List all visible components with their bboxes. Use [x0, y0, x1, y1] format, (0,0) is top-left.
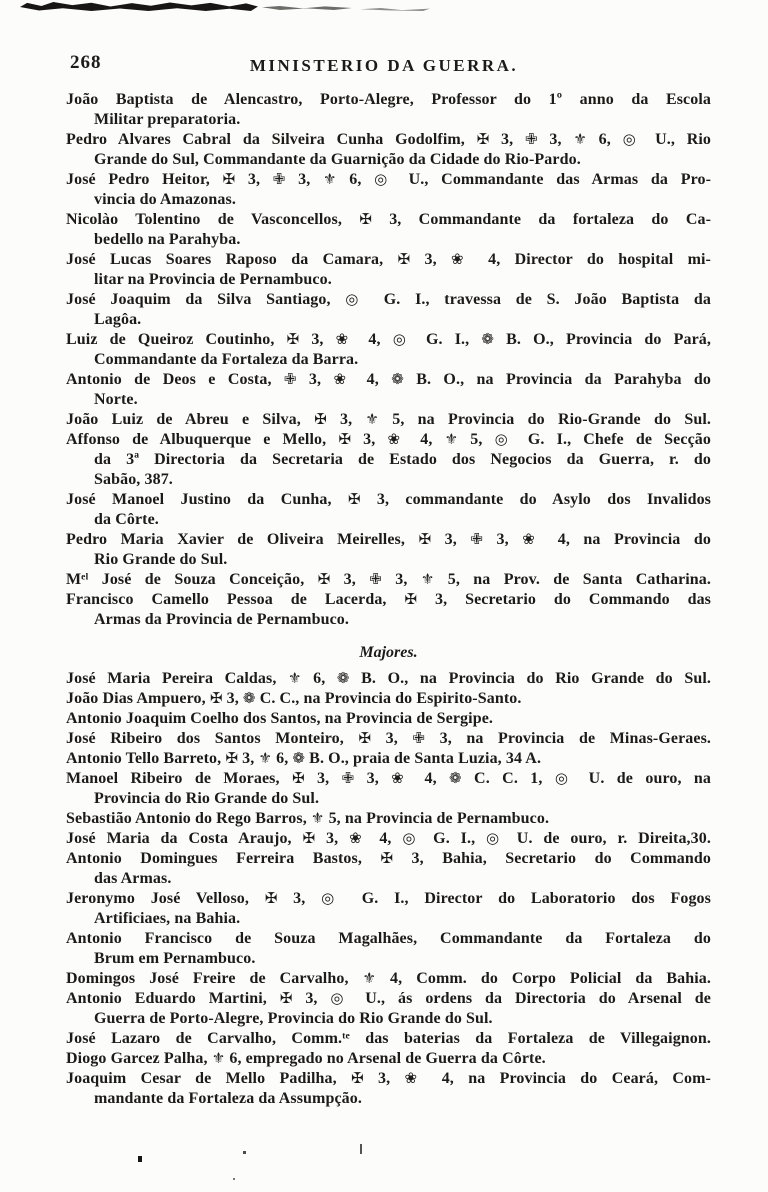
rose-medal-icon: ❀	[349, 829, 369, 847]
entry-line: Nicolào Tolentino de Vasconcellos, ✠ 3, Commandante da fortaleza do Ca-	[66, 210, 712, 228]
aviz-cross-icon: ✠	[347, 490, 361, 508]
crowned-medal-icon: ⚜	[444, 430, 459, 448]
list-item	[66, 530, 711, 570]
entry-line: Joaquim Cesar de Mello Padilha, ✠ 3, ❀ 4, na Provincia do Ceará, Com-	[66, 1069, 711, 1087]
aviz-cross-icon: ✠	[359, 210, 372, 228]
list-item	[66, 969, 711, 989]
list-item	[66, 849, 711, 889]
list-item	[66, 689, 711, 709]
entry-line: Pedro Alvares Cabral da Silveira Cunha Godolfim, ✠ 3, ✙ 3, ⚜ 6, ◎ U., Rio	[66, 130, 712, 148]
section-heading: Majores.	[359, 644, 418, 661]
entry-line: Jeronymo José Velloso, ✠ 3, ◎ G. I., Director do Laboratorio dos Fogos	[66, 889, 711, 907]
aviz-cross-icon: ✠	[317, 570, 331, 588]
entry-line: José Lucas Soares Raposo da Camara, ✠ 3, ❀ 4, Director do hospital mi-	[66, 250, 711, 268]
scan-artifact-speck	[360, 1144, 362, 1154]
crowned-medal-icon: ⚜	[323, 170, 337, 188]
list-item	[66, 250, 711, 290]
entry-line: Armas da Provincia de Pernambuco.	[94, 611, 349, 628]
entry-line: da 3ª Directoria da Secretaria de Estado dos Negocios da Guerra, r. do	[94, 451, 711, 468]
crowned-medal-icon: ⚜	[365, 410, 379, 428]
entry-line: José Ribeiro dos Santos Monteiro, ✠ 3, ✙ 3, na Provincia de Minas-Geraes.	[66, 729, 711, 747]
flower-branch-icon: ❁	[336, 669, 350, 687]
crowned-medal-icon: ⚜	[211, 1049, 226, 1067]
entry-line: das Armas.	[94, 870, 172, 887]
scan-artifact-speck	[233, 1178, 235, 1180]
entry-line: Affonso de Albuquerque e Mello, ✠ 3, ❀ 4, ⚜ 5, ◎ G. I., Chefe de Secção	[66, 430, 711, 448]
list-item	[66, 570, 711, 590]
entry-line: José Manoel Justino da Cunha, ✠ 3, commandante do Asylo dos Invalidos	[66, 490, 711, 508]
list-item	[66, 590, 711, 630]
medal-icon: ◎	[402, 829, 423, 847]
text-column	[66, 90, 711, 1109]
entry-line: Francisco Camello Pessoa de Lacerda, ✠ 3, Secretario do Commando das	[66, 590, 711, 608]
aviz-cross-icon: ✠	[222, 170, 236, 188]
christ-cross-icon: ✙	[412, 729, 426, 747]
medal-icon: ◎	[554, 769, 577, 787]
aviz-cross-icon: ✠	[286, 330, 300, 348]
crowned-medal-icon: ⚜	[362, 969, 377, 987]
aviz-cross-icon: ✠	[225, 749, 239, 767]
list-item	[66, 1029, 711, 1049]
entry-line: vincia do Amazonas.	[94, 191, 236, 208]
aviz-cross-icon: ✠	[264, 889, 278, 907]
medal-icon: ◎	[494, 430, 516, 448]
entry-line: bedello na Parahyba.	[94, 231, 241, 248]
aviz-cross-icon: ✠	[209, 689, 223, 707]
flower-branch-icon: ❁	[242, 689, 256, 707]
list-item	[66, 90, 711, 130]
entry-line: Rio Grande do Sul.	[94, 551, 228, 568]
aviz-cross-icon: ✠	[338, 430, 351, 448]
aviz-cross-icon: ✠	[404, 590, 418, 608]
flower-branch-icon: ❁	[481, 330, 495, 348]
aviz-cross-icon: ✠	[358, 729, 372, 747]
rose-medal-icon: ❀	[522, 530, 545, 548]
list-item	[66, 669, 711, 689]
entry-line: Luiz de Queiroz Coutinho, ✠ 3, ❀ 4, ◎ G. I., ❁ B. O., Provincia do Pará,	[66, 330, 711, 348]
aviz-cross-icon: ✠	[418, 530, 432, 548]
aviz-cross-icon: ✠	[291, 769, 305, 787]
list-item	[66, 929, 711, 969]
aviz-cross-icon: ✠	[380, 849, 394, 867]
entry-line: Brum em Pernambuco.	[94, 950, 256, 967]
entry-line: Militar preparatoria.	[94, 111, 241, 128]
flower-branch-icon: ❁	[292, 749, 306, 767]
medal-icon: ◎	[345, 290, 370, 308]
entry-line: Commandante da Fortaleza da Barra.	[94, 351, 359, 368]
crowned-medal-icon: ⚜	[288, 669, 302, 687]
christ-cross-icon: ✙	[369, 570, 382, 588]
aviz-cross-icon: ✠	[397, 250, 411, 268]
entry-line: Domingos José Freire de Carvalho, ⚜ 4, Comm. do Corpo Policial da Bahia.	[66, 969, 712, 987]
entry-line: José Lazaro de Carvalho, Comm.ᵗᵉ das baterias da Fortaleza de Villegaignon.	[66, 1030, 711, 1047]
entry-line: litar na Provincia de Pernambuco.	[94, 271, 332, 288]
entry-line: José Maria Pereira Caldas, ⚜ 6, ❁ B. O., na Provincia do Rio Grande do Sul.	[66, 669, 711, 687]
list-item	[66, 410, 711, 430]
scan-artifact-top-strip	[20, 2, 258, 11]
christ-cross-icon: ✙	[272, 170, 286, 188]
rose-medal-icon: ❀	[451, 250, 474, 268]
list-item	[66, 989, 711, 1029]
list-item	[66, 749, 711, 769]
flower-branch-icon: ❁	[391, 370, 404, 388]
entry-line: Antonio Tello Barreto, ✠ 3, ⚜ 6, ❁ B. O., praia de Santa Luzia, 34 A.	[66, 749, 542, 767]
crowned-medal-icon: ⚜	[420, 570, 435, 588]
medal-icon: ◎	[486, 829, 506, 847]
medal-icon: ◎	[622, 130, 644, 148]
list-item	[66, 1049, 711, 1069]
list-item	[66, 210, 711, 250]
entry-line: Grande do Sul, Commandante da Guarnição da Cidade do Rio-Pardo.	[94, 151, 581, 168]
entry-line: José Maria da Costa Araujo, ✠ 3, ❀ 4, ◎ G. I., ◎ U. de ouro, r. Direita,30.	[66, 829, 711, 847]
page-number: 268	[70, 52, 102, 73]
medal-icon: ◎	[330, 989, 353, 1007]
christ-cross-icon: ✙	[470, 530, 483, 548]
list-item	[66, 330, 711, 370]
aviz-cross-icon: ✠	[279, 989, 293, 1007]
entry-line: da Côrte.	[94, 511, 159, 528]
aviz-cross-icon: ✠	[314, 410, 327, 428]
entry-line: Lagôa.	[94, 311, 142, 328]
entry-line: Sabão, 387.	[94, 471, 173, 488]
list-item	[66, 729, 711, 749]
crowned-medal-icon: ⚜	[258, 749, 272, 767]
rose-medal-icon: ❀	[387, 430, 409, 448]
list-item	[66, 170, 711, 210]
christ-cross-icon: ✙	[524, 130, 538, 148]
entry-line: Diogo Garcez Palha, ⚜ 6, empregado no Arsenal de Guerra da Côrte.	[66, 1049, 546, 1067]
entry-line: João Baptista de Alencastro, Porto-Alegre, Professor do 1º anno da Escola	[66, 91, 711, 108]
rose-medal-icon: ❀	[391, 769, 413, 787]
entry-line: Provincia do Rio Grande do Sul.	[94, 790, 320, 807]
list-item	[66, 130, 711, 170]
aviz-cross-icon: ✠	[302, 829, 316, 847]
entry-line: Antonio Francisco de Souza Magalhães, Commandante da Fortaleza do	[66, 930, 711, 947]
entry-line: Sebastião Antonio do Rego Barros, ⚜ 5, na Provincia de Pernambuco.	[66, 809, 550, 827]
list-item	[66, 290, 711, 330]
medal-icon: ◎	[374, 170, 396, 188]
list-item	[66, 809, 711, 829]
scan-artifact-top-dash	[262, 6, 352, 10]
entry-line: Mᵉˡ José de Souza Conceição, ✠ 3, ✙ 3, ⚜ 5, na Prov. de Santa Catharina.	[66, 570, 712, 588]
page-header-title: MINISTERIO DA GUERRA.	[249, 56, 519, 75]
christ-cross-icon: ✙	[341, 769, 355, 787]
medal-icon: ◎	[321, 889, 346, 907]
list-item	[66, 490, 711, 530]
entry-line: Antonio Eduardo Martini, ✠ 3, ◎ U., ás ordens da Directoria do Arsenal de	[66, 989, 711, 1007]
rose-medal-icon: ❀	[335, 330, 357, 348]
list-item	[66, 370, 711, 410]
entry-line: Antonio Domingues Ferreira Bastos, ✠ 3, Bahia, Secretario do Commando	[66, 849, 711, 867]
entry-line: Norte.	[94, 391, 138, 408]
entry-line: Antonio Joaquim Coelho dos Santos, na Provincia de Sergipe.	[66, 710, 493, 727]
entry-line: Manoel Ribeiro de Moraes, ✠ 3, ✙ 3, ❀ 4, ❁ C. C. 1, ◎ U. de ouro, na	[66, 769, 712, 787]
list-item	[66, 430, 711, 490]
christ-cross-icon: ✙	[283, 370, 297, 388]
entry-line: José Pedro Heitor, ✠ 3, ✙ 3, ⚜ 6, ◎ U., Commandante das Armas da Pro-	[66, 170, 712, 188]
entry-line: Guerra de Porto-Alegre, Provincia do Rio Grande do Sul.	[94, 1010, 493, 1027]
entry-line: José Joaquim da Silva Santiago, ◎ G. I., travessa de S. João Baptista da	[66, 290, 711, 308]
crowned-medal-icon: ⚜	[310, 809, 325, 827]
crowned-medal-icon: ⚜	[573, 130, 587, 148]
scan-artifact-top-dash-2	[360, 8, 430, 11]
scan-artifact-speck	[243, 1151, 246, 1154]
aviz-cross-icon: ✠	[476, 130, 490, 148]
list-item	[66, 709, 711, 729]
entry-line: Antonio de Deos e Costa, ✙ 3, ❀ 4, ❁ B. O., na Provincia da Parahyba do	[66, 370, 711, 388]
entry-line: João Dias Ampuero, ✠ 3, ❁ C. C., na Provincia do Espirito-Santo.	[66, 689, 522, 707]
medal-icon: ◎	[392, 330, 414, 348]
entry-line: Pedro Maria Xavier de Oliveira Meirelles, ✠ 3, ✙ 3, ❀ 4, na Provincia do	[66, 530, 711, 548]
list-item	[66, 1069, 711, 1109]
list-item	[66, 889, 711, 929]
list-item	[66, 769, 711, 809]
aviz-cross-icon: ✠	[351, 1069, 364, 1087]
entry-line: João Luiz de Abreu e Silva, ✠ 3, ⚜ 5, na Provincia do Rio-Grande do Sul.	[66, 410, 711, 428]
rose-medal-icon: ❀	[333, 370, 355, 388]
flower-branch-icon: ❁	[449, 769, 462, 787]
rose-medal-icon: ❀	[404, 1069, 428, 1087]
scan-artifact-speck	[138, 1156, 142, 1162]
entry-line: Artificiaes, na Bahia.	[94, 910, 241, 927]
list-item	[66, 829, 711, 849]
entry-line: mandante da Fortaleza da Assumpção.	[94, 1090, 362, 1107]
